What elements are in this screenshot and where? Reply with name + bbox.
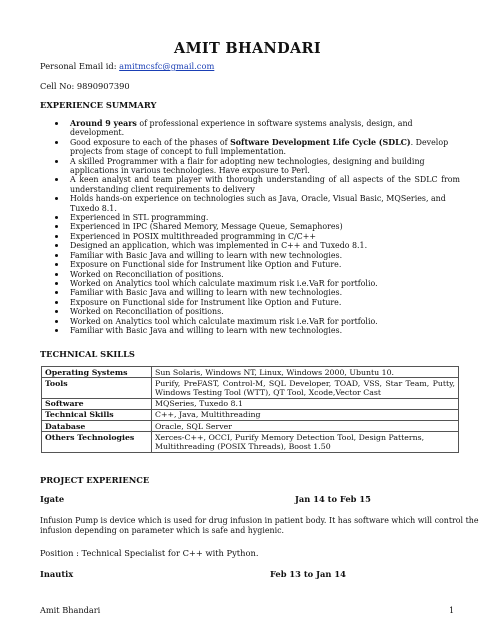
list-item: Experienced in POSIX multithreaded programming in C/C++ [40, 232, 460, 241]
email-link[interactable]: amitmcsfc@gmail.com [119, 61, 215, 71]
list-item: Around 9 years of professional experience in software systems analysis, design, and development. [40, 119, 460, 138]
skill-category: Software [42, 398, 152, 409]
list-item: Familiar with Basic Java and willing to learn with new technologies. [40, 288, 460, 297]
table-row [42, 421, 459, 432]
table-row [42, 409, 459, 420]
skill-category: Others Technologies [42, 432, 152, 452]
email-line [40, 61, 214, 71]
experience-summary-heading: EXPERIENCE SUMMARY [40, 100, 157, 110]
list-item: Exposure on Functional side for Instrument like Option and Future. [40, 298, 460, 307]
igate-dates: Jan 14 to Feb 15 [295, 494, 371, 504]
table-row [42, 432, 459, 452]
candidate-name: AMIT BHANDARI [174, 40, 321, 57]
skill-category: Database [42, 421, 152, 432]
inautix-dates: Feb 13 to Jan 14 [270, 569, 346, 579]
list-item: Exposure on Functional side for Instrument like Option and Future. [40, 260, 460, 269]
project-experience-heading: PROJECT EXPERIENCE [40, 475, 150, 485]
table-row [42, 378, 459, 398]
technical-skills-heading: TECHNICAL SKILLS [40, 349, 135, 359]
list-item: Familiar with Basic Java and willing to learn with new technologies. [40, 251, 460, 260]
skill-value: C++, Java, Multithreading [152, 409, 459, 420]
list-item: Designed an application, which was implemented in C++ and Tuxedo 8.1. [40, 241, 460, 250]
igate-description-line-1: Infusion Pump is device which is used for drug infusion in patient body. It has software which will control the [40, 516, 479, 525]
table-row [42, 398, 459, 409]
skill-value: Xerces-C++, OCCI, Purify Memory Detection Tool, Design Patterns, Multithreading (POSIX Threads), Boost 1.50 [152, 432, 459, 452]
skill-value: Oracle, SQL Server [152, 421, 459, 432]
skill-category: Tools [42, 378, 152, 398]
list-item: A skilled Programmer with a flair for adopting new technologies, designing and building applications in various technologies. Have exposure to Perl. [40, 157, 460, 176]
list-item: Experienced in STL programming. [40, 213, 460, 222]
cell-number: Cell No: 9890907390 [40, 81, 130, 91]
igate-description-line-2: infusion depending on parameter which is safe and hygienic. [40, 526, 285, 535]
experience-summary-list [40, 119, 460, 335]
list-item: A keen analyst and team player with thorough understanding of all aspects of the SDLC from understanding client requirements to delivery [40, 175, 460, 194]
list-item: Good exposure to each of the phases of Software Development Life Cycle (SDLC). Develop projects from stage of concept to full implementation. [40, 138, 460, 157]
skill-value: Sun Solaris, Windows NT, Linux, Windows 2000, Ubuntu 10. [152, 367, 459, 378]
list-item: Worked on Reconciliation of positions. [40, 270, 460, 279]
email-label: Personal Email id: [40, 61, 117, 71]
list-item: Worked on Reconciliation of positions. [40, 307, 460, 316]
company-inautix: Inautix [40, 569, 74, 579]
igate-position: Position : Technical Specialist for C++ with Python. [40, 548, 259, 558]
table-row [42, 367, 459, 378]
skill-category: Technical Skills [42, 409, 152, 420]
footer-name: Amit Bhandari [40, 605, 101, 615]
company-igate: Igate [40, 494, 65, 504]
skill-value: MQSeries, Tuxedo 8.1 [152, 398, 459, 409]
list-item: Familiar with Basic Java and willing to learn with new technologies. [40, 326, 460, 335]
page-number: 1 [449, 605, 455, 615]
list-item: Worked on Analytics tool which calculate maximum risk i.e.VaR for portfolio. [40, 279, 460, 288]
skill-category: Operating Systems [42, 367, 152, 378]
technical-skills-table [41, 366, 459, 453]
list-item: Experienced in IPC (Shared Memory, Message Queue, Semaphores) [40, 222, 460, 231]
list-item: Holds hands-on experience on technologies such as Java, Oracle, Visual Basic, MQSeries, and Tuxedo 8.1. [40, 194, 460, 213]
list-item: Worked on Analytics tool which calculate maximum risk i.e.VaR for portfolio. [40, 317, 460, 326]
skill-value: Purify, PreFAST, Control-M, SQL Developer, TOAD, VSS, Star Team, Putty, Windows Testing Tool (WTT), QT Tool, Xcode,Vector Cast [152, 378, 459, 398]
